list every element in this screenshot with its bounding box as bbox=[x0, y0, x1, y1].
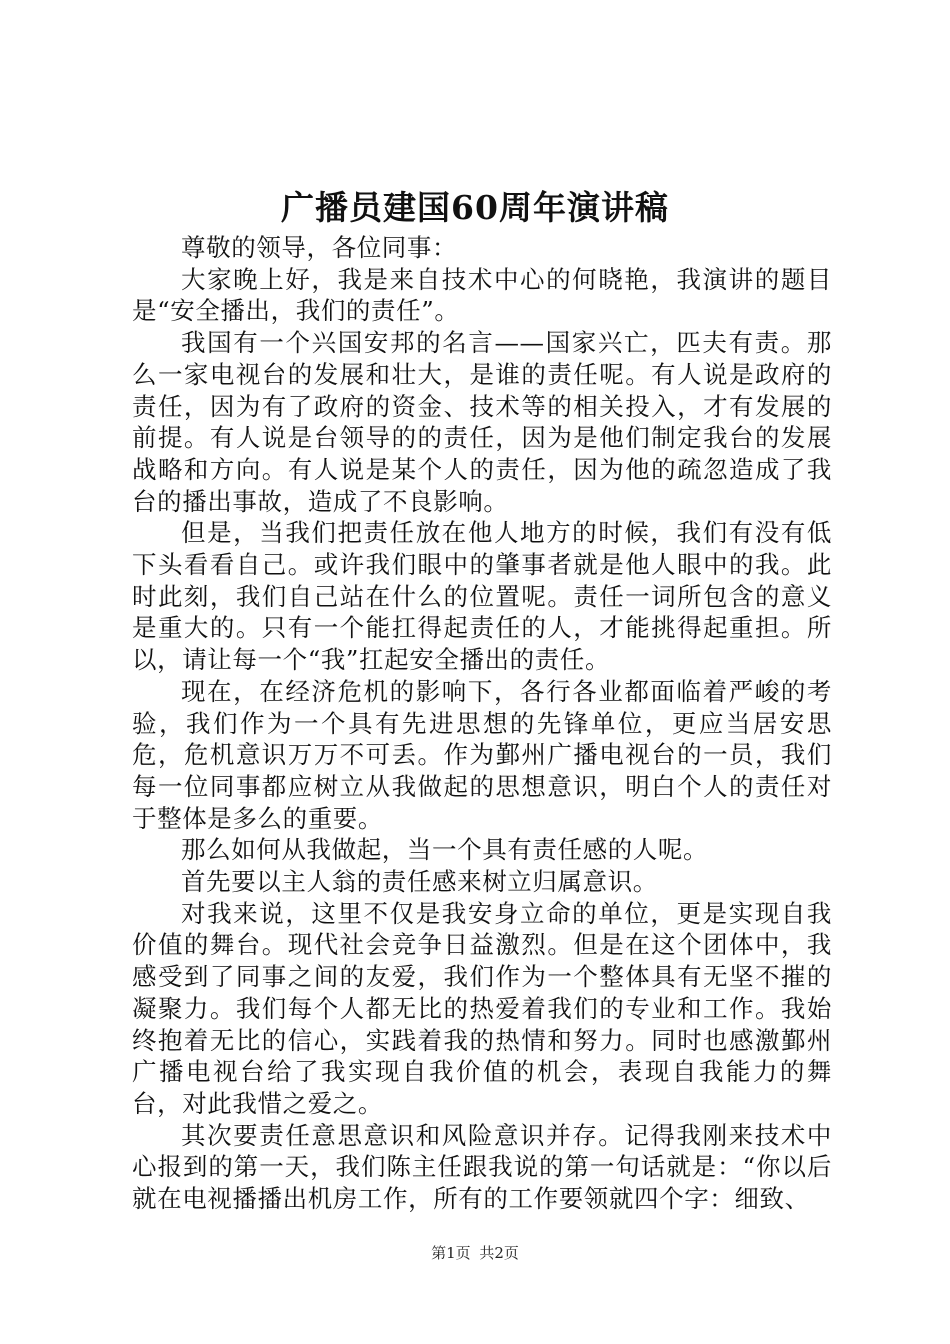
paragraph: 对我来说，这里不仅是我安身立命的单位，更是实现自我价值的舞台。现代社会竞争日益激烈。但是在这个团体中，我感受到了同事之间的友爱，我们作为一个整体具有无坚不摧的凝聚力。我们每个人都无比的热爱着我们的专业和工作。我始终抱着无比的信心，实践着我的热情和努力。同时也感激鄞州广播电视台给了我实现自我价值的机会，表现自我能力的舞台，对此我惜之爱之。 bbox=[132, 898, 832, 1118]
page-footer bbox=[0, 1243, 950, 1263]
paragraph: 我国有一个兴国安邦的名言——国家兴亡，匹夫有责。那么一家电视台的发展和壮大，是谁的责任呢。有人说是政府的责任，因为有了政府的资金、技术等的相关投入，才有发展的前提。有人说是台领导的的责任，因为是他们制定我台的发展战略和方向。有人说是某个人的责任，因为他的疏忽造成了我台的播出事故，造成了不良影响。 bbox=[132, 328, 832, 516]
paragraph-greeting: 大家晚上好，我是来自技术中心的何晓艳，我演讲的题目是“安全播出，我们的责任”。 bbox=[132, 264, 832, 326]
paragraph: 但是，当我们把责任放在他人地方的时候，我们有没有低下头看看自己。或许我们眼中的肇事者就是他人眼中的我。此时此刻，我们自己站在什么的位置呢。责任一词所包含的意义是重大的。只有一个能扛得起责任的人，才能挑得起重担。所以，请让每一个“我”扛起安全播出的责任。 bbox=[132, 518, 832, 675]
document-title: 广播员建国60周年演讲稿 bbox=[281, 188, 669, 227]
document-body bbox=[132, 232, 832, 1215]
paragraph: 那么如何从我做起，当一个具有责任感的人呢。 bbox=[181, 835, 709, 865]
paragraph: 其次要责任意思意识和风险意识并存。记得我刚来技术中心报到的第一天，我们陈主任跟我说的第一句话就是：“你以后就在电视播播出机房工作，所有的工作要领就四个字：细致、 bbox=[132, 1120, 832, 1214]
paragraph-salutation: 尊敬的领导，各位同事： bbox=[181, 233, 458, 262]
page-number: 第1页 bbox=[431, 1244, 471, 1262]
page-total: 共2页 bbox=[479, 1244, 519, 1262]
paragraph: 首先要以主人翁的责任感来树立归属意识。 bbox=[181, 867, 658, 897]
paragraph: 现在，在经济危机的影响下，各行各业都面临着严峻的考验，我们作为一个具有先进思想的先锋单位，更应当居安思危，危机意识万万不可丢。作为鄞州广播电视台的一员，我们每一位同事都应树立从我做起的思想意识，明白个人的责任对于整体是多么的重要。 bbox=[132, 676, 832, 833]
